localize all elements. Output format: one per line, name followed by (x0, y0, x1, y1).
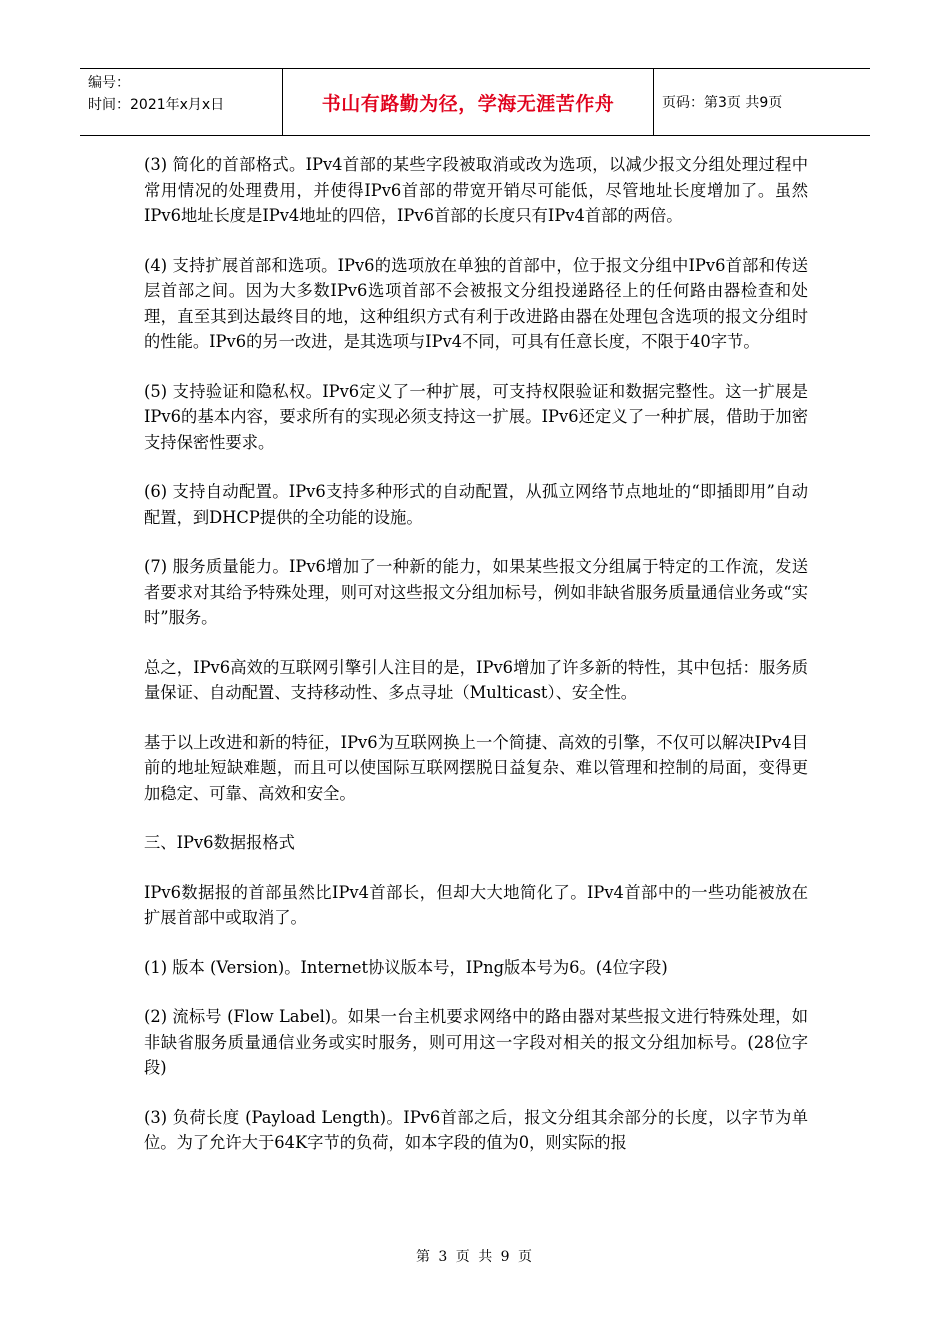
paragraph-qos: (7) 服务质量能力。IPv6增加了一种新的能力，如果某些报文分组属于特定的工作流，发送者要求对其给予特殊处理，则可对这些报文分组加标号，例如非缺省服务质量通信业务或“实时”服务。 (144, 557, 808, 627)
header-page-cell (654, 69, 870, 135)
paragraph-summary: 总之，IPv6高效的互联网引擎引人注目的是，IPv6增加了许多新的特性，其中包括：服务质量保证、自动配置、支持移动性、多点寻址（Multicast）、安全性。 (144, 657, 808, 702)
header-motto-cell (282, 69, 654, 135)
document-header (80, 68, 870, 136)
paragraph-extension-headers: (4) 支持扩展首部和选项。IPv6的选项放在单独的首部中，位于报文分组中IPv6首部和传送层首部之间。因为大多数IPv6选项首部不会被报文分组投递路径上的任何路由器检查和处理，直至其到达最终目的地，这种组织方式有利于改进路由器在处理包含选项的报文分组时的性能。IPv6的另一改进，是其选项与IPv4不同，可具有任意长度，不限于40字节。 (144, 255, 808, 351)
page-footer: 第 3 页 共 9 页 (415, 1249, 535, 1265)
document-date-label: 时间：2021年x月x日 (88, 97, 225, 113)
paragraph-autoconfiguration: (6) 支持自动配置。IPv6支持多种形式的自动配置，从孤立网络节点地址的“即插即用”自动配置，到DHCP提供的全功能的设施。 (144, 482, 808, 527)
header-page-info: 页码：第3页 共9页 (662, 95, 783, 111)
header-meta-cell (80, 69, 282, 135)
paragraph-flow-label-field: (2) 流标号 (Flow Label)。如果一台主机要求网络中的路由器对某些报文进行特殊处理，如非缺省服务质量通信业务或实时服务，则可用这一字段对相关的报文分组加标号。(28位字段) (144, 1007, 808, 1077)
paragraph-conclusion: 基于以上改进和新的特征，IPv6为互联网换上一个简捷、高效的引擎，不仅可以解决IPv4目前的地址短缺难题，而且可以使国际互联网摆脱日益复杂、难以管理和控制的局面，变得更加稳定、可靠、高效和安全。 (144, 732, 808, 803)
paragraph-datagram-intro: IPv6数据报的首部虽然比IPv4首部长，但却大大地简化了。IPv4首部中的一些功能被放在扩展首部中或取消了。 (144, 882, 808, 927)
document-body (144, 152, 808, 1180)
header-motto: 书山有路勤为径，学海无涯苦作舟 (321, 92, 615, 115)
section-heading: 三、IPv6数据报格式 (144, 833, 295, 852)
paragraph-version-field: (1) 版本 (Version)。Internet协议版本号，IPng版本号为6。(4位字段) (144, 957, 668, 977)
paragraph-payload-length-field: (3) 负荷长度 (Payload Length)。IPv6首部之后，报文分组其余部分的长度，以字节为单位。为了允许大于64K字节的负荷，如本字段的值为0，则实际的报 (144, 1107, 808, 1152)
paragraph-authentication: (5) 支持验证和隐私权。IPv6定义了一种扩展，可支持权限验证和数据完整性。这一扩展是IPv6的基本内容，要求所有的实现必须支持这一扩展。IPv6还定义了一种扩展，借助于加密支持保密性要求。 (144, 381, 808, 452)
paragraph-simplified-header: (3) 简化的首部格式。IPv4首部的某些字段被取消或改为选项，以减少报文分组处理过程中常用情况的处理费用，并使得IPv6首部的带宽开销尽可能低，尽管地址长度增加了。虽然IPv6地址长度是IPv4地址的四倍，IPv6首部的长度只有IPv4首部的两倍。 (144, 155, 808, 225)
document-number-label: 编号： (88, 75, 130, 91)
